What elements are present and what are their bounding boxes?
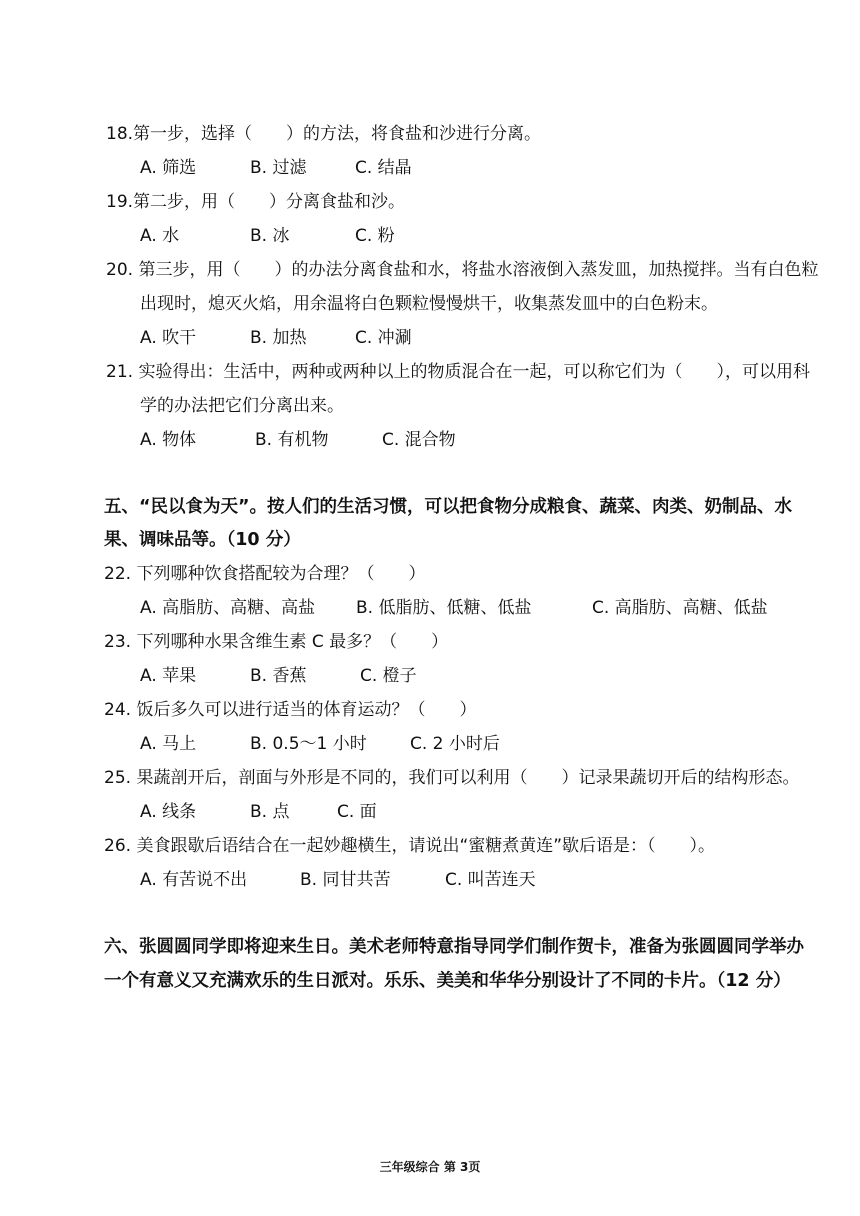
q24-option-a: A. 马上 <box>140 734 197 754</box>
q21-option-b: B. 有机物 <box>255 430 329 450</box>
q22-option-c: C. 高脂肪、高糖、低盐 <box>592 598 768 618</box>
q21-option-a: A. 物体 <box>140 430 197 450</box>
question-24: 24. 饭后多久可以进行适当的体育运动？（ ） <box>104 700 477 720</box>
q19-option-c: C. 粉 <box>355 226 395 246</box>
q25-option-c: C. 面 <box>337 802 377 822</box>
q18-option-c: C. 结晶 <box>355 158 412 178</box>
question-23: 23. 下列哪种水果含维生素 C 最多？（ ） <box>104 632 449 652</box>
page-footer: 三年级综合 第 3页 <box>379 1160 481 1174</box>
q20-option-a: A. 吹干 <box>140 328 197 348</box>
section-6-heading-line-1: 六、张圆圆同学即将迎来生日。美术老师特意指导同学们制作贺卡，准备为张圆圆同学举办 <box>104 937 804 957</box>
q23-option-a: A. 苹果 <box>140 666 197 686</box>
q23-option-c: C. 橙子 <box>360 666 417 686</box>
q25-option-b: B. 点 <box>250 802 290 822</box>
question-21-line-1: 21. 实验得出：生活中，两种或两种以上的物质混合在一起，可以称它们为（ ），可以用科 <box>106 362 810 382</box>
q25-option-a: A. 线条 <box>140 802 197 822</box>
section-5-heading-line-1: 五、“民以食为天”。按人们的生活习惯，可以把食物分成粮食、蔬菜、肉类、奶制品、水 <box>104 497 792 517</box>
q20-option-b: B. 加热 <box>250 328 307 348</box>
section-6-heading-line-2: 一个有意义又充满欢乐的生日派对。乐乐、美美和华华分别设计了不同的卡片。（12 分） <box>104 971 791 991</box>
q26-option-b: B. 同甘共苦 <box>300 870 391 890</box>
question-20-line-2: 出现时，熄灭火焰，用余温将白色颗粒慢慢烘干，收集蒸发皿中的白色粉末。 <box>140 294 718 314</box>
q26-option-c: C. 叫苦连天 <box>445 870 536 890</box>
q24-option-b: B. 0.5～1 小时 <box>250 734 367 754</box>
q19-option-b: B. 冰 <box>250 226 290 246</box>
question-21-line-2: 学的办法把它们分离出来。 <box>140 396 344 416</box>
q23-option-b: B. 香蕉 <box>250 666 307 686</box>
q18-option-b: B. 过滤 <box>250 158 307 178</box>
q21-option-c: C. 混合物 <box>382 430 456 450</box>
q22-option-b: B. 低脂肪、低糖、低盐 <box>356 598 532 618</box>
section-5-heading-line-2: 果、调味品等。（10 分） <box>104 530 301 550</box>
q24-option-c: C. 2 小时后 <box>410 734 500 754</box>
q22-option-a: A. 高脂肪、高糖、高盐 <box>140 598 316 618</box>
question-18: 18.第一步，选择（ ）的方法，将食盐和沙进行分离。 <box>106 124 542 144</box>
q19-option-a: A. 水 <box>140 226 180 246</box>
question-19: 19.第二步，用（ ）分离食盐和沙。 <box>106 192 406 212</box>
question-26: 26. 美食跟歇后语结合在一起妙趣横生，请说出“蜜糖煮黄连”歇后语是：（ ）。 <box>104 836 716 856</box>
q26-option-a: A. 有苦说不出 <box>140 870 248 890</box>
q18-option-a: A. 筛选 <box>140 158 197 178</box>
question-22: 22. 下列哪种饮食搭配较为合理？（ ） <box>104 564 426 584</box>
q20-option-c: C. 冲涮 <box>355 328 412 348</box>
question-25: 25. 果蔬剖开后，剖面与外形是不同的，我们可以利用（ ）记录果蔬切开后的结构形态。 <box>104 768 800 788</box>
question-20-line-1: 20. 第三步，用（ ）的办法分离食盐和水，将盐水溶液倒入蒸发皿，加热搅拌。当有白色粒 <box>106 260 819 280</box>
